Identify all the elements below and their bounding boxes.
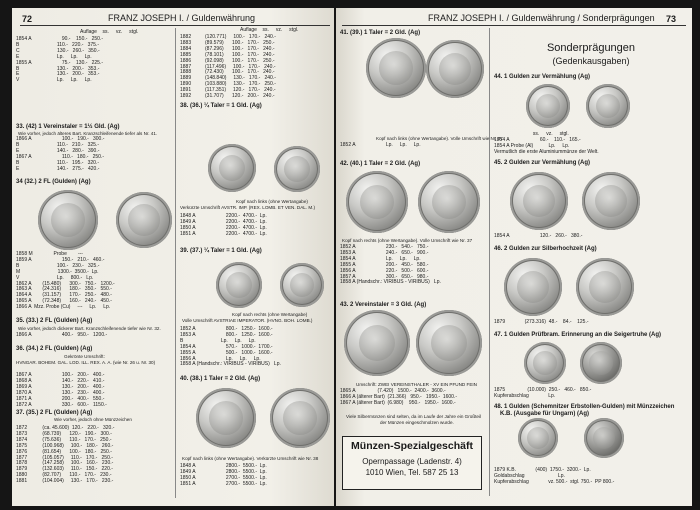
coin-41-reverse [426, 40, 484, 98]
section-subtitle: (Gedenkausgaben) [552, 56, 630, 66]
entry-48-heading-2: K.B. (Ausgabe für Ungarn) (Ag) [500, 411, 589, 417]
coin-34-obverse [38, 190, 98, 250]
entry-34-rows: 1858 M Probe --- 1859 A 150.- 210.- 460.- B 100.- 230.- 325.- M 1300.- 3500.- Lp. V Lp. 800.- Lp. 1862 A (15.480) 300.- 750.- 1200.- 1863 A (24.316) 180.- 350.- 550.- 1864 A (31.157) 170.- 250.- 480.- 1865 A (72.348) 160.- 240.- 450.- 1866 A Mzz. Probe (Cu) --- Lp. Lp. [16, 251, 115, 311]
col2-top-rows: 1882 (120.771) 100.- 170.- 240.- 1883 (89.579) 100.- 170.- 250.- 1884 (87.296) 100.- 170.- 240.- 1885 (78.101) 100.- 170.- 240.- 1886 (92.098) 100.- 170.- 250.- 1887 (117.496) 100.- 170.- 240.- 1888 (72.430) 100.- 170.- 240.- 1889 (148.840) 130.- 170.- 240.- 1890 (103.880) 130.- 170.- 250.- 1891 (117.351) 120.- 170.- 240.- 1892 (31.707) 120.- 200.- 240.- [180, 34, 276, 100]
entry-41-note: Kopf nach links (ohne Wertangabe). Volle Umschrift wie Nr. 37 [376, 136, 503, 141]
entry-38-rows: 1848 A 2200.- 4700.- Lp. 1849 A 2200.- 4700.- Lp. 1850 A 2200.- 4700.- Lp. 1851 A 2200.- 4700.- Lp. [180, 213, 267, 237]
coin-48-reverse [584, 418, 624, 458]
col1-header: Auflage ss. vz. stgl. [80, 29, 139, 35]
section-title: Sonderprägungen [546, 42, 636, 54]
ad-city-phone: 1010 Wien, Tel. 587 25 13 [365, 468, 459, 477]
coin-48-obverse [518, 418, 558, 458]
entry-39-heading: 39. (37.) ¼ Taler = 1 Gld. (Ag) [180, 248, 262, 254]
entry-43-rows: 1865 A (7.420) 1500.- 2400.- 3600.- 1866 A (älterer Bart) (21.366) 950.- 1950.- 1600.- 1867 A (älterer Bart) (6.980) 950.- 1950.- 1600.- [340, 388, 458, 406]
coin-38-obverse [208, 144, 256, 192]
entry-39-note-2: Volle Umschrift AVSTRIAE IMPERATOR. (HVNG. BOH. LOMB.) [182, 318, 313, 323]
entry-37-note: Wie vorher, jedoch ohne Münzzeichen [54, 417, 132, 422]
coin-39-obverse [216, 262, 262, 308]
entry-36-note-2: HVNGAR. BOHEM. GAL. LOD. ILL. REX. A. A. (wie Nr. 26 u. Nr. 30) [16, 360, 156, 365]
entry-42-heading: 42. (40.) 1 Taler = 2 Gld. (Ag) [340, 161, 421, 167]
coin-43-obverse [344, 310, 410, 376]
entry-40-heading: 40. (38.) 1 Taler = 2 Gld. (Ag) [180, 376, 261, 382]
coin-47-obverse [524, 342, 566, 384]
entry-44-rows: ss. vz. stgl. 1854 A 60.- 110.- 165.- 1854 A Probe (Al) Lp. Lp. Vermutlich die erste Aluminiummünze der Welt. [494, 131, 599, 155]
entry-48-heading: 48. 1 Gulden (Schemnitzer Erbstollen-Gulden) mit Münzzeichen [494, 404, 675, 410]
entry-43-footnote-1: Viele Silbermünzen sind selten, da im Laufe der Jahre ein Großteil [346, 414, 481, 419]
entry-47-rows: 1875 (10.000) 250.- 460.- 850.- Kupferabschlag Lp. [494, 387, 592, 399]
entry-37-rows: 1872 (ca. 45.600) 120.- 220.- 320.- 1873 (68.739) 120.- 190.- 300.- 1874 (75.636) 110.- 170.- 250.- 1875 (100.968) 100.- 180.- 260.- 1876 (81.654) 100.- 180.- 250.- 1877 (105.057) 110.- 170.- 250.- 1878 (147.258) 100.- 160.- 230.- 1879 (132.603) 110.- 150.- 220.- 1880 (82.707) 110.- 170.- 230.- 1881 (104.004) 130.- 170.- 230.- [16, 425, 115, 485]
entry-39-rows: 1852 A 800.- 1250.- 1600.- 1853 A 800.- 1250.- 1600.- B Lp. Lp. Lp. 1854 A 570.- 1000.- 1700.- 1855 A 500.- 1000.- 1600.- 1856 A Lp. Lp. Lp. 1858 A (Handschr.: VIRIBUS - VIRIBUS) Lp. [180, 326, 281, 368]
entry-42-rows: 1852 A 230.- 540.- 750.- 1853 A 240.- 650.- 900.- 1854 A Lp. Lp. Lp. 1855 A 200.- 450.- 580.- 1856 A 220.- 500.- 600.- 1857 A 300.- 650.- 980.- 1858 A (Handschr.: VIRIBUS - VIRIBUS) Lp. [340, 244, 441, 286]
entry-45-rows: 1854 A 120.- 260.- 380.- [494, 233, 583, 239]
coin-39-reverse [280, 263, 324, 307]
page-number-right: 73 [666, 14, 677, 24]
coin-47-reverse [580, 342, 622, 384]
entry-48-rows: 1879 K.B. (400) 1750.- 3200.- Lp. Goldabschlag Lp. Kupferabschlag vz. 500.- stgl. 750.- PP 800.- [494, 467, 615, 485]
entry-33-heading: 33. (42) 1 Vereinstaler = 1½ Gld. (Ag) [16, 124, 120, 130]
entry-43-note: Umschrift: ZWEI VEREINSTHALER - XV EIN PFUND FEIN [356, 382, 477, 387]
page-number-left: 72 [22, 14, 33, 24]
coin-42-obverse [346, 171, 408, 233]
coin-46-reverse [576, 258, 634, 316]
entry-35-rows: 1866 A 400.- 950.- 1200.- [16, 332, 108, 338]
coin-40-reverse [270, 388, 330, 448]
entry-37-heading: 37. (35.) 2 FL (Gulden) (Ag) [16, 410, 93, 416]
entry-40-rows: 1848 A 2800.- 5500.- Lp. 1849 A 2800.- 5500.- Lp. 1850 A 2700.- 5500.- Lp. 1851 A 2700.- 5500.- Lp. [180, 463, 267, 487]
coin-43-reverse [416, 310, 482, 376]
coin-34-reverse [116, 192, 172, 248]
entry-47-heading: 47. 1 Gulden Prüfbram. Erinnerung an die Seigertruhe (Ag) [494, 332, 662, 338]
column-divider-right [489, 28, 490, 496]
entry-36-heading: 36. (34.) 2 FL (Gulden) (Ag) [16, 346, 93, 352]
column-divider [175, 28, 176, 498]
entry-44-heading: 44. 1 Gulden zur Vermählung (Ag) [494, 74, 591, 80]
entry-39-note-1: Kopf nach rechts (ohne Wertangabe) [232, 312, 308, 317]
entry-38-note-1: Kopf nach links (ohne Wertangabe) [236, 199, 308, 204]
entry-34-heading: 34 (32.) 2 FL (Gulden) (Ag) [16, 179, 91, 185]
entry-43-footnote-2: der Münzen eingeschmolzen wurde. [380, 420, 454, 425]
col1-top-rows: 1854 A 90.- 150.- 250.- B 110.- 220.- 375.- C 130.- 260.- 350.- E Lp. Lp. Lp. 1855 A 75.- 130.- 225.- B 130.- 200.- 353.- E 130.- 200.- 353.- V Lp. Lp. Lp. [16, 36, 103, 84]
entry-35-note: Wie vorher, jedoch dickerer Bart. Kranzschleifenende tiefer wie Nr. 32. [18, 326, 161, 331]
left-page [12, 8, 334, 506]
entry-36-note-1: Gekrönte Umschrift: [64, 354, 105, 359]
entry-45-heading: 45. 2 Gulden zur Vermählung (Ag) [494, 160, 591, 166]
coin-45-obverse [510, 172, 568, 230]
ad-title: Münzen-Spezialgeschäft [351, 440, 473, 452]
header-rule [20, 25, 330, 26]
right-page [336, 8, 692, 506]
coin-40-obverse [196, 388, 256, 448]
running-head-left: FRANZ JOSEPH I. / Guldenwährung [108, 13, 256, 23]
entry-33-rows: 1866 A 100.- 190.- 300.- B 110.- 210.- 325.- E 140.- 280.- 390.- 1867 A 110.- 180.- 250.- B 110.- 195.- 320.- E 140.- 275.- 420.- [16, 136, 105, 172]
entry-40-note: Kopf nach links (ohne Wertangabe). Verkürzte Umschrift wie Nr. 38 [182, 456, 319, 461]
running-head-right: FRANZ JOSEPH I. / Guldenwährung / Sonderprägungen [428, 13, 655, 23]
entry-38-heading: 38. (36.) ¼ Taler = 1 Gld. (Ag) [180, 103, 262, 109]
entry-46-rows: 1879 (273.316) 48.- 84.- 125.- [494, 319, 589, 325]
entry-35-heading: 35. (33.) 2 FL (Gulden) (Ag) [16, 318, 93, 324]
entry-36-rows: 1867 A 100.- 200.- 400.- 1868 A 140.- 220.- 410.- 1869 A 130.- 200.- 400.- 1870 A 130.- 230.- 400.- 1871 A 200.- 400.- 550.- 1872 A 330.- 600.- 1150.- [16, 372, 107, 408]
col2-header: Auflage ss. vz. stgl. [240, 27, 299, 33]
entry-41-rows: 1852 A Lp. Lp. Lp. [340, 142, 421, 148]
coin-38-reverse [274, 146, 320, 192]
coin-41-obverse [366, 38, 426, 98]
coin-42-reverse [418, 171, 480, 233]
coin-46-obverse [504, 258, 562, 316]
coin-44-obverse [526, 84, 570, 128]
entry-41-heading: 41. (39.) 1 Taler = 2 Gld. (Ag) [340, 30, 421, 36]
shop-advertisement [342, 436, 482, 490]
entry-33-note: Wie vorher, jedoch älteres Bart. Kranzschleifenende tiefer als Nr. 41. [18, 131, 158, 136]
header-rule-right [342, 25, 686, 26]
coin-44-reverse [586, 84, 630, 128]
entry-42-note: Kopf nach rechts (ohne Wertangabe). Volle Umschrift wie Nr. 37 [342, 238, 473, 243]
ad-address: Opernpassage (Ladenstr. 4) [362, 457, 462, 466]
entry-43-heading: 43. 2 Vereinstaler = 3 Gld. (Ag) [340, 302, 427, 308]
entry-38-note-2: Verkürzte Umschrift AVSTR. IMP. (REX. LOMB. ET VEN. DAL. M.) [180, 205, 316, 210]
coin-45-reverse [582, 172, 640, 230]
entry-46-heading: 46. 2 Gulden zur Silberhochzeit (Ag) [494, 246, 597, 252]
